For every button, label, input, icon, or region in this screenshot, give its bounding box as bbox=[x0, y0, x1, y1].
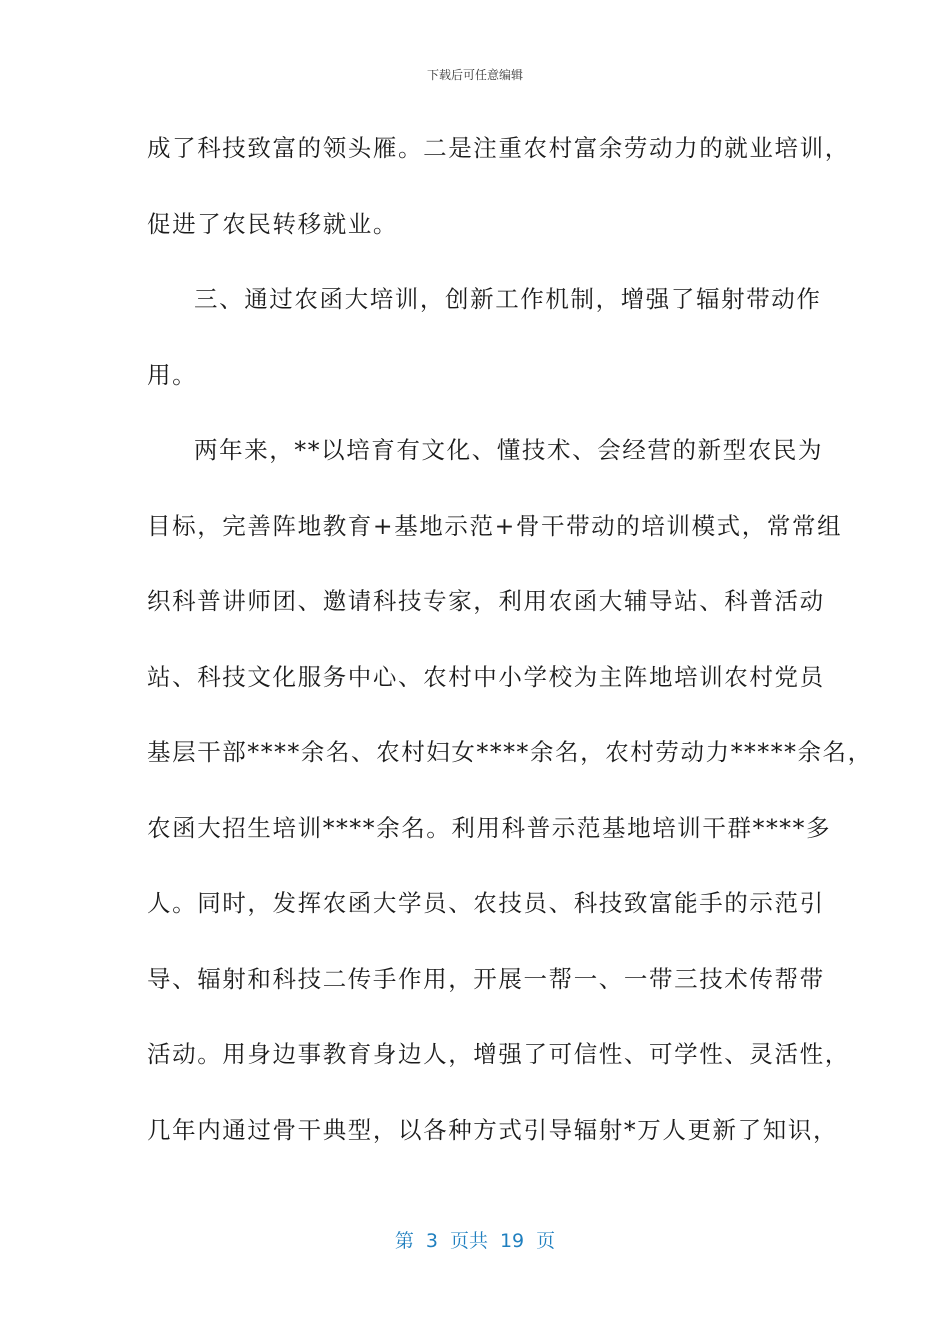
page-label-mid: 页共 bbox=[449, 1230, 488, 1252]
text-line: 成了科技致富的领头雁。二是注重农村富余劳动力的就业培训， bbox=[147, 134, 850, 162]
page-current: 3 bbox=[425, 1230, 438, 1252]
page-label-suffix: 页 bbox=[536, 1230, 556, 1252]
text-line: 促进了农民转移就业。 bbox=[147, 209, 398, 238]
text-line: 导、辐射和科技二传手作用，开展一帮一、一带三技术传帮带 bbox=[147, 964, 825, 993]
page-label-prefix: 第 bbox=[394, 1230, 414, 1252]
page-footer bbox=[0, 1226, 950, 1253]
text-line: 农函大招生培训****余名。利用科普示范基地培训干群****多 bbox=[147, 813, 832, 842]
page-header: 下载后可任意编辑 bbox=[426, 68, 523, 82]
text-line: 站、科技文化服务中心、农村中小学校为主阵地培训农村党员 bbox=[147, 662, 825, 691]
page-total: 19 bbox=[499, 1230, 525, 1252]
text-line: 两年来，**以培育有文化、懂技术、会经营的新型农民为 bbox=[194, 436, 824, 464]
text-line: 活动。用身边事教育身边人，增强了可信性、可学性、灵活性， bbox=[147, 1040, 850, 1068]
text-line: 目标，完善阵地教育+基地示范+骨干带动的培训模式，常常组 bbox=[147, 511, 843, 540]
text-line: 基层干部****余名、农村妇女****余名，农村劳动力*****余名， bbox=[147, 738, 873, 766]
section-heading-line: 三、通过农函大培训，创新工作机制，增强了辐射带动作 bbox=[194, 285, 822, 313]
text-line: 几年内通过骨干典型，以各种方式引导辐射*万人更新了知识， bbox=[147, 1115, 839, 1144]
text-line: 织科普讲师团、邀请科技专家，利用农函大辅导站、科普活动 bbox=[147, 587, 825, 615]
section-heading-line: 用。 bbox=[147, 360, 198, 389]
document-body bbox=[147, 124, 873, 1181]
text-line: 人。同时，发挥农函大学员、农技员、科技致富能手的示范引 bbox=[147, 889, 825, 917]
